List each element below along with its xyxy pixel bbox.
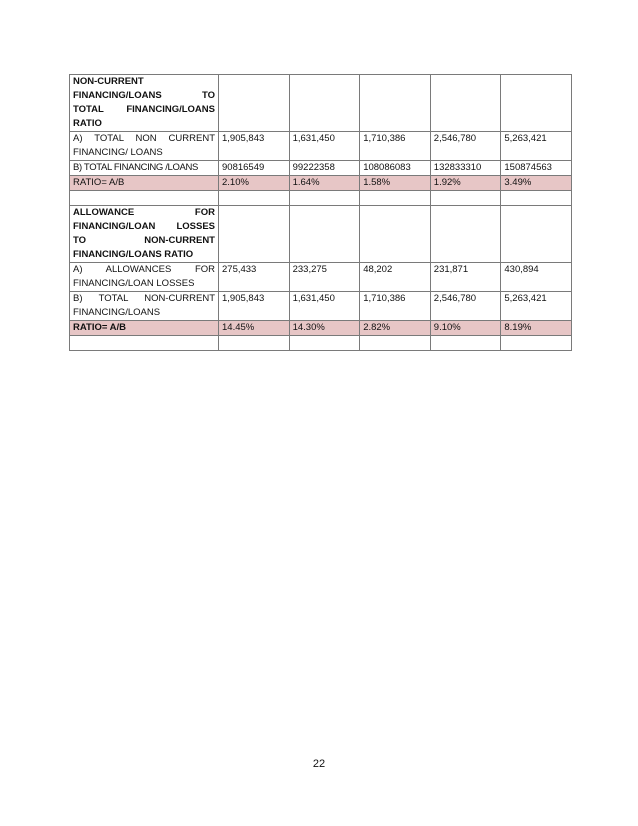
section-title (70, 75, 219, 132)
title-line: TOTAL FINANCING/LOANS (73, 104, 215, 115)
empty-cell (501, 75, 572, 132)
empty-cell (70, 336, 219, 351)
table-row (70, 292, 572, 321)
row-label (70, 161, 219, 176)
value-cell: 1,631,450 (289, 132, 360, 161)
empty-cell (289, 336, 360, 351)
table-row (70, 161, 572, 176)
value-cell: 2,546,780 (430, 132, 501, 161)
ratio-value: 3.49% (501, 176, 572, 191)
title-line: FINANCING/LOAN LOSSES (73, 221, 215, 232)
title-line: FINANCING/LOANS TO (73, 90, 215, 101)
value-cell: 150874563 (501, 161, 572, 176)
empty-cell (219, 206, 290, 263)
empty-cell (360, 191, 431, 206)
empty-cell (501, 191, 572, 206)
title-line: NON-CURRENT (73, 76, 144, 87)
ratio-value: 9.10% (430, 321, 501, 336)
label-line: FINANCING/LOANS (73, 307, 161, 318)
empty-cell (430, 206, 501, 263)
title-line: FINANCING/LOANS RATIO (73, 249, 194, 260)
table-row (70, 132, 572, 161)
value-cell: 1,710,386 (360, 292, 431, 321)
financial-ratio-table (69, 74, 572, 351)
table-row (70, 263, 572, 292)
ratio-label: RATIO= A/B (70, 176, 219, 191)
section-header-row (70, 206, 572, 263)
label-line: B) TOTAL FINANCING /LOANS (73, 162, 198, 173)
value-cell: 1,710,386 (360, 132, 431, 161)
title-line: ALLOWANCE FOR (73, 207, 215, 218)
label-line: A) ALLOWANCES FOR (73, 264, 215, 275)
ratio-value: 1.64% (289, 176, 360, 191)
title-line: RATIO (73, 118, 102, 129)
blank-row (70, 191, 572, 206)
row-label (70, 292, 219, 321)
empty-cell (430, 75, 501, 132)
blank-row (70, 336, 572, 351)
value-cell: 132833310 (430, 161, 501, 176)
value-cell: 48,202 (360, 263, 431, 292)
empty-cell (219, 75, 290, 132)
value-cell: 99222358 (289, 161, 360, 176)
row-label (70, 132, 219, 161)
ratio-value: 1.92% (430, 176, 501, 191)
section-title (70, 206, 219, 263)
label-line: FINANCING/LOAN LOSSES (73, 278, 195, 289)
value-cell: 1,905,843 (219, 132, 290, 161)
empty-cell (289, 75, 360, 132)
empty-cell (289, 206, 360, 263)
value-cell: 231,871 (430, 263, 501, 292)
empty-cell (501, 336, 572, 351)
value-cell: 1,905,843 (219, 292, 290, 321)
label-line: FINANCING/ LOANS (73, 147, 163, 158)
empty-cell (360, 336, 431, 351)
empty-cell (289, 191, 360, 206)
value-cell: 2,546,780 (430, 292, 501, 321)
empty-cell (430, 336, 501, 351)
value-cell: 275,433 (219, 263, 290, 292)
label-line: B) TOTAL NON-CURRENT (73, 293, 215, 304)
value-cell: 90816549 (219, 161, 290, 176)
empty-cell (360, 206, 431, 263)
empty-cell (70, 191, 219, 206)
title-line: TO NON-CURRENT (73, 235, 215, 246)
ratio-value: 14.30% (289, 321, 360, 336)
empty-cell (430, 191, 501, 206)
ratio-value: 8.19% (501, 321, 572, 336)
value-cell: 108086083 (360, 161, 431, 176)
ratio-row (70, 176, 572, 191)
ratio-label: RATIO= A/B (70, 321, 219, 336)
value-cell: 5,263,421 (501, 292, 572, 321)
row-label (70, 263, 219, 292)
ratio-value: 2.10% (219, 176, 290, 191)
empty-cell (219, 191, 290, 206)
ratio-value: 1.58% (360, 176, 431, 191)
value-cell: 233,275 (289, 263, 360, 292)
empty-cell (219, 336, 290, 351)
section-header-row (70, 75, 572, 132)
ratio-row (70, 321, 572, 336)
value-cell: 430,894 (501, 263, 572, 292)
ratio-value: 2.82% (360, 321, 431, 336)
value-cell: 1,631,450 (289, 292, 360, 321)
empty-cell (360, 75, 431, 132)
label-line: A) TOTAL NON CURRENT (73, 133, 215, 144)
ratio-value: 14.45% (219, 321, 290, 336)
page-number: 22 (312, 758, 326, 770)
empty-cell (501, 206, 572, 263)
value-cell: 5,263,421 (501, 132, 572, 161)
